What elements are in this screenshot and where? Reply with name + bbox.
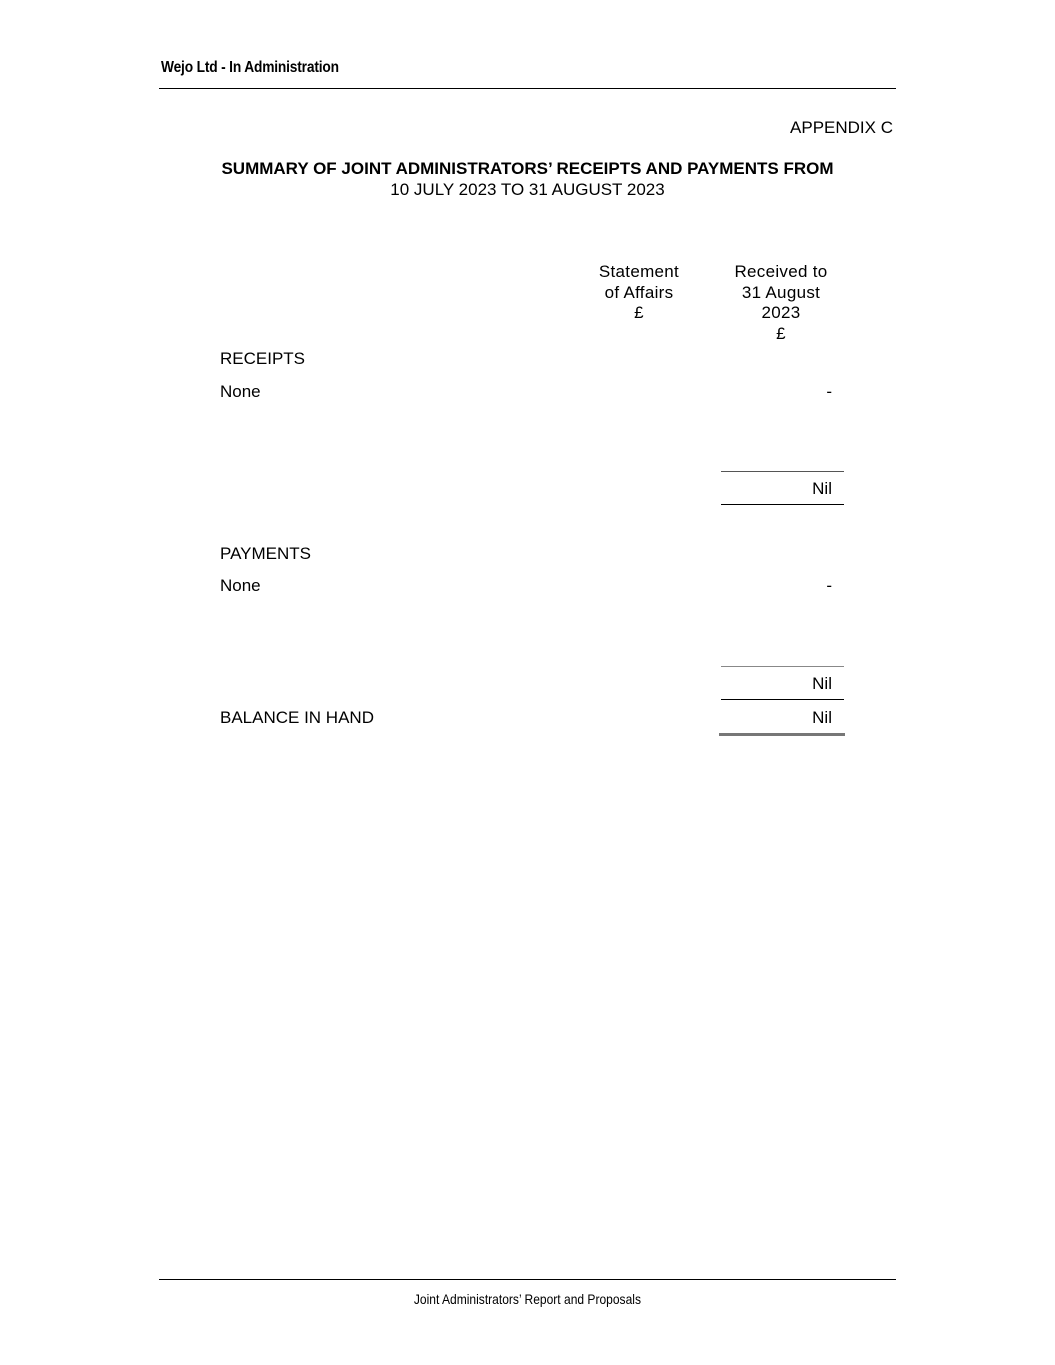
receipts-total: Nil bbox=[812, 479, 832, 498]
footer-text: Joint Administrators’ Report and Proposals bbox=[413, 1291, 641, 1307]
receipts-total-bottom-rule bbox=[721, 504, 844, 505]
summary-subtitle: 10 JULY 2023 TO 31 AUGUST 2023 bbox=[390, 180, 665, 199]
column-header-line: 31 August bbox=[741, 282, 821, 302]
column-header-line: 2023 bbox=[761, 303, 801, 322]
column-header-line: £ bbox=[634, 303, 644, 322]
payments-heading: PAYMENTS bbox=[220, 544, 311, 563]
statement-of-affairs-column-header bbox=[578, 262, 700, 324]
payments-item-label: None bbox=[220, 576, 261, 595]
received-to-date-column-header bbox=[715, 262, 847, 344]
payments-total-top-rule bbox=[721, 666, 844, 667]
receipts-item-label: None bbox=[220, 382, 261, 401]
balance-in-hand-label: BALANCE IN HAND bbox=[220, 708, 374, 727]
footer-divider bbox=[159, 1279, 896, 1280]
balance-in-hand-value: Nil bbox=[812, 708, 832, 727]
column-header-line: £ bbox=[776, 323, 786, 343]
receipts-item-value: - bbox=[826, 382, 832, 401]
column-header-line: of Affairs bbox=[604, 282, 674, 302]
payments-item-value: - bbox=[826, 576, 832, 595]
appendix-label: APPENDIX C bbox=[790, 118, 893, 137]
header-divider bbox=[159, 88, 896, 89]
column-header-line: Statement bbox=[598, 262, 680, 281]
balance-double-rule bbox=[719, 733, 845, 736]
summary-title: SUMMARY OF JOINT ADMINISTRATORS’ RECEIPTS AND PAYMENTS FROM bbox=[221, 159, 834, 178]
receipts-heading: RECEIPTS bbox=[220, 349, 306, 368]
payments-total: Nil bbox=[812, 674, 832, 693]
column-header-line: Received to bbox=[734, 262, 828, 281]
report-header-title: Wejo Ltd - In Administration bbox=[161, 59, 339, 76]
payments-total-bottom-rule bbox=[721, 699, 844, 700]
receipts-total-top-rule bbox=[721, 471, 844, 472]
